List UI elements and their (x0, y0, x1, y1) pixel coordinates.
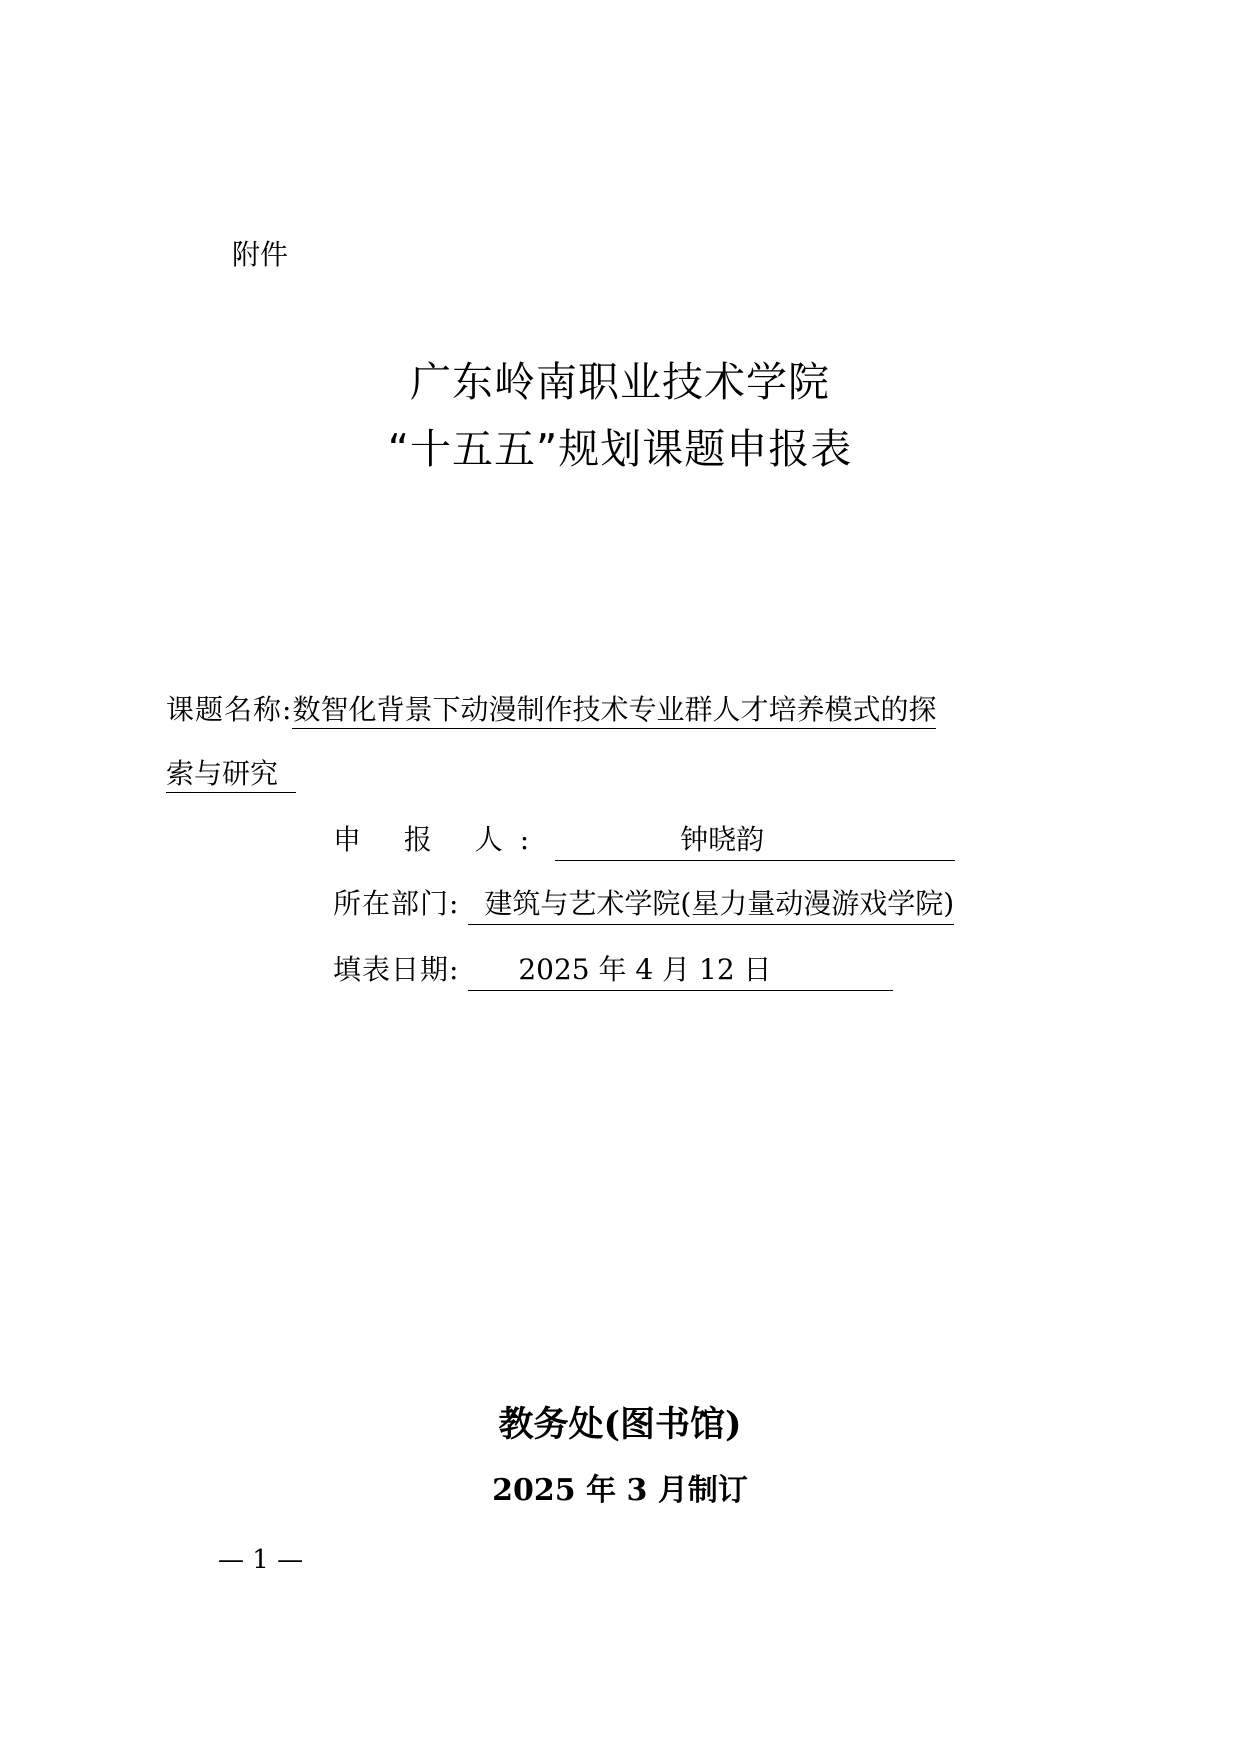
fill-date-label: 填表日期: (333, 953, 460, 986)
applicant-value: 钟晓韵 (680, 823, 765, 856)
fill-date-field (468, 948, 893, 991)
document-title-line2: “十五五”规划课题申报表 (387, 425, 853, 473)
topic-label: 课题名称: (166, 693, 293, 726)
issued-date: 2025 年 3 月制订 (492, 1473, 748, 1508)
topic-row-continued (166, 752, 296, 792)
applicant-field (555, 818, 955, 861)
page-number: — 1 — (218, 1545, 304, 1575)
topic-value-line1: 数智化背景下动漫制作技术专业群人才培养模式的探 (292, 693, 936, 729)
issuer: 教务处(图书馆) (498, 1404, 742, 1445)
fill-date-row (333, 948, 893, 991)
topic-value-line2: 索与研究 (166, 757, 278, 793)
topic-underline-tail (278, 757, 296, 793)
department-row (333, 882, 954, 925)
attachment-label: 附件 (232, 238, 289, 271)
department-value: 建筑与艺术学院(星力量动漫游戏学院) (468, 882, 954, 925)
topic-row (166, 688, 936, 728)
fill-date-value: 2025 年 4 月 12 日 (518, 953, 772, 986)
document-title-line1: 广东岭南职业技术学院 (410, 358, 830, 406)
department-label: 所在部门: (333, 887, 460, 920)
applicant-label: 申 报 人: (333, 823, 547, 856)
applicant-row (333, 818, 955, 861)
